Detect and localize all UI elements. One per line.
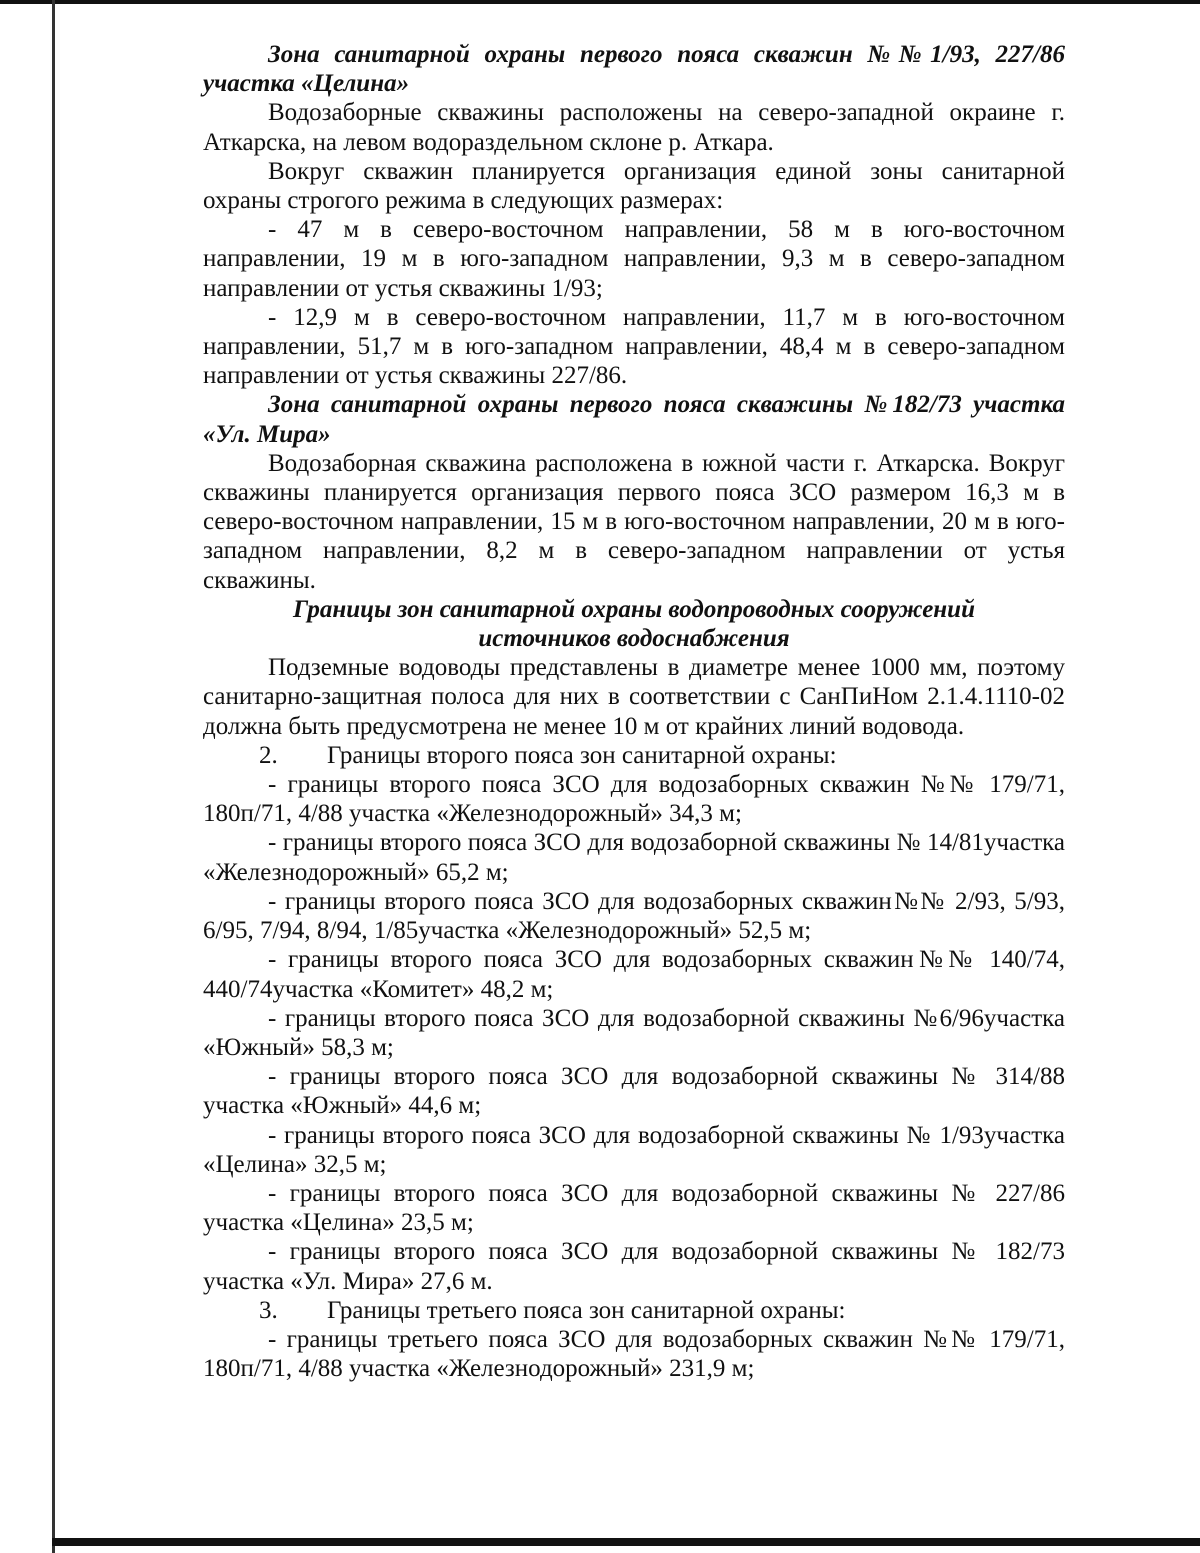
- scan-left-edge: [52, 0, 55, 1553]
- boundaries-heading-line1: Границы зон санитарной охраны водопроводных сооружений: [292, 595, 975, 623]
- list-item: - границы второго пояса ЗСО для водозаборной скважины № 314/88 участка «Южный» 44,6 м;: [203, 1063, 1065, 1120]
- paragraph: - 12,9 м в северо-восточном направлении, 11,7 м в юго-восточном направлении, 51,7 м в юго-западном направлении, 48,4 м в северо-западном направлении от устья скважины 227/86.: [203, 303, 1065, 390]
- third-belt-title: [203, 1296, 1065, 1325]
- list-item: - границы второго пояса ЗСО для водозаборной скважины № 227/86 участка «Целина» 23,5 м;: [203, 1179, 1065, 1237]
- second-belt-title-text: Границы второго пояса зон санитарной охраны:: [327, 741, 837, 769]
- boundaries-heading-line2: источников водоснабжения: [478, 625, 790, 653]
- paragraph: Водозаборная скважина расположена в южной части г. Аткарска. Вокруг скважины планируется организация первого пояса ЗСО размером 16,3 м в северо-восточном направлении, 15 м в юго-восточном направлении, 20 м в юго-западном направлении, 8,2 м в северо-западном направлении от устья скважины.: [203, 449, 1065, 594]
- list-item: - границы третьего пояса ЗСО для водозаборных скважин №№ 179/71, 180п/71, 4/88 участка «Железнодорожный» 231,9 м;: [203, 1325, 1065, 1383]
- paragraph: Водозаборные скважины расположены на северо-западной окраине г. Аткарска, на левом водораздельном склоне р. Аткара.: [203, 99, 1065, 156]
- boundaries-intro: Подземные водоводы представлены в диаметре менее 1000 мм, поэтому санитарно-защитная полоса для них в соответствии с СанПиНом 2.1.4.1110-02 должна быть предусмотрена не менее 10 м от крайних линий водовода.: [203, 654, 1065, 740]
- list-item: - границы второго пояса ЗСО для водозаборных скважин№№ 2/93, 5/93, 6/95, 7/94, 8/94, 1/85участка «Железнодорожный» 52,5 м;: [203, 887, 1065, 945]
- document-page: [203, 40, 1065, 1383]
- list-item: - границы второго пояса ЗСО для водозаборной скважины № 14/81участка «Железнодорожный» 65,2 м;: [203, 829, 1065, 886]
- scan-top-edge: [0, 0, 1200, 4]
- third-belt-title-text: Границы третьего пояса зон санитарной охраны:: [327, 1296, 846, 1324]
- scan-bottom-edge: [52, 1538, 1200, 1546]
- section-heading-ul-mira: Зона санитарной охраны первого пояса скважины №182/73 участка «Ул. Мира»: [203, 391, 1065, 448]
- list-item: - границы второго пояса ЗСО для водозаборной скважины № 1/93участка «Целина» 32,5 м;: [203, 1121, 1065, 1178]
- list-item: - границы второго пояса ЗСО для водозаборной скважины №6/96участка «Южный» 58,3 м;: [203, 1004, 1065, 1061]
- list-item: - границы второго пояса ЗСО для водозаборных скважин№№ 140/74, 440/74участка «Комитет» 48,2 м;: [203, 946, 1065, 1003]
- list-item: - границы второго пояса ЗСО для водозаборной скважины № 182/73 участка «Ул. Мира» 27,6 м.: [203, 1238, 1065, 1295]
- list-item: - границы второго пояса ЗСО для водозаборных скважин №№ 179/71, 180п/71, 4/88 участка «Железнодорожный» 34,3 м;: [203, 771, 1065, 828]
- second-belt-number: 2.: [259, 741, 278, 769]
- paragraph: - 47 м в северо-восточном направлении, 58 м в юго-восточном направлении, 19 м в юго-западном направлении, 9,3 м в северо-западном направлении от устья скважины 1/93;: [203, 216, 1065, 302]
- third-belt-number: 3.: [259, 1296, 278, 1324]
- section-heading-celina: Зона санитарной охраны первого пояса скважин №№1/93, 227/86 участка «Целина»: [203, 41, 1065, 98]
- second-belt-title: [203, 741, 1065, 770]
- paragraph: Вокруг скважин планируется организация единой зоны санитарной охраны строгого режима в следующих размерах:: [203, 157, 1065, 215]
